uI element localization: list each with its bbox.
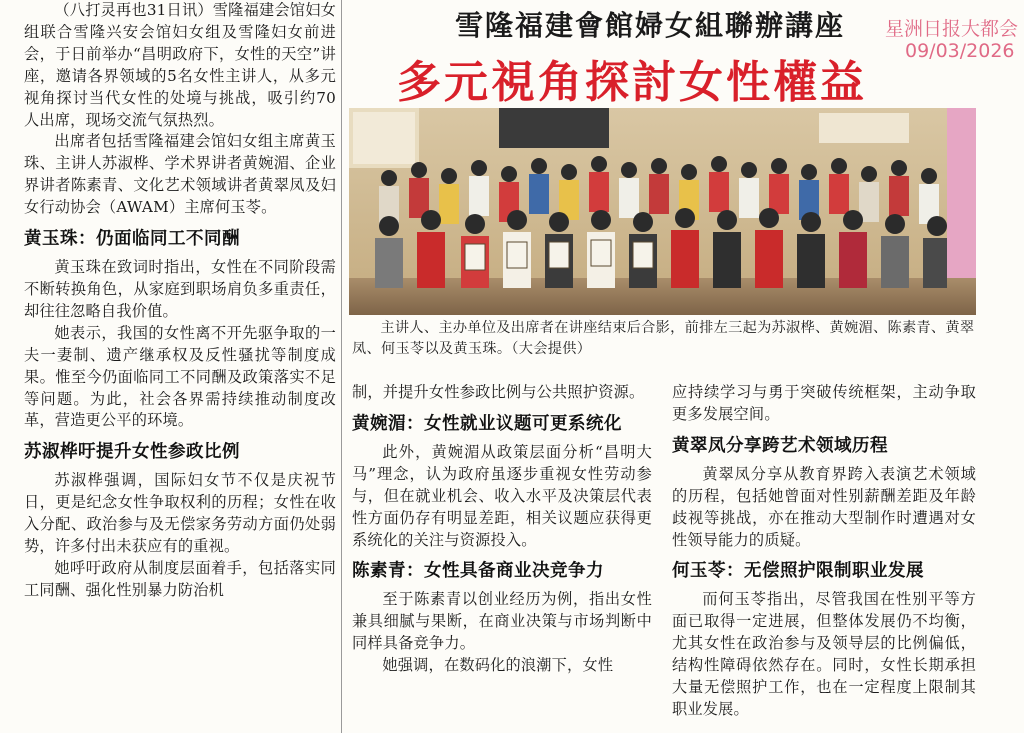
subheading: 黄玉珠：仍面临同工不同酬 <box>24 229 240 250</box>
source-watermark <box>885 18 1018 62</box>
column-2 <box>352 382 652 677</box>
source-name: 星洲日报大都会 <box>884 18 1018 40</box>
subheading: 黄翠凤分享跨艺术领域历程 <box>672 435 888 456</box>
group-photo <box>349 108 976 315</box>
paragraph: 她表示，我国的女性离不开先驱争取的一夫一妻制、遗产继承权及反性骚扰等制度成果。惟至今仍面临同工不同酬及政策落实不足等问题。为此，社会各界需持续推动制度改革，营造更公平的环境。 <box>24 323 336 430</box>
column-divider <box>341 0 342 733</box>
subheading: 黄婉湄：女性就业议题可更系统化 <box>352 413 622 434</box>
paragraph: 应持续学习与勇于突破传统框架，主动争取更多发展空间。 <box>672 383 976 423</box>
paragraph: 制，并提升女性参政比例与公共照护资源。 <box>352 383 645 401</box>
paragraph: （八打灵再也31日讯）雪隆福建会馆妇女组联合雪隆兴安会馆妇女组及雪隆妇女前进会，于日前举办“昌明政府下，女性的天空”讲座，邀请各界领域的5名女性主讲人，从多元视角探讨当代女性的处境与挑战，吸引约70人出席，现场交流气氛热烈。 <box>24 1 336 129</box>
subheading: 何玉苓：无偿照护限制职业发展 <box>672 561 924 582</box>
article-subheadline: 雪隆福建會館婦女組聯辦講座 <box>454 9 845 42</box>
paragraph: 她呼吁政府从制度层面着手，包括落实同工同酬、强化性别暴力防治机 <box>24 558 336 599</box>
paragraph: 出席者包括雪隆福建会馆妇女组主席黄玉珠、主讲人苏淑桦、学术界讲者黄婉湄、企业界讲者陈素青、文化艺术领域讲者黄翠凤及妇女行动协会（AWAM）主席何玉苓。 <box>24 132 336 217</box>
paragraph: 黄翠凤分享从教育界跨入表演艺术领域的历程，包括她曾面对性别薪酬差距及年龄歧视等挑战，亦在推动大型制作时遭遇对女性领导能力的质疑。 <box>672 464 976 549</box>
photo-caption <box>352 318 977 360</box>
column-3 <box>672 382 976 721</box>
column-1 <box>24 0 336 602</box>
paragraph: 她强调，在数码化的浪潮下，女性 <box>382 656 614 675</box>
paragraph: 黄玉珠在致词时指出，女性在不同阶段需不断转换角色，从家庭到职场肩负多重责任，却往往忽略自我价值。 <box>24 258 336 320</box>
source-date: 09/03/2026 <box>904 40 1015 62</box>
paragraph: 苏淑桦强调，国际妇女节不仅是庆祝节日，更是纪念女性争取权利的历程；女性在收入分配、政治参与及无偿家务劳动方面仍处弱势，许多付出未获应有的重视。 <box>24 471 336 556</box>
paragraph: 而何玉苓指出，尽管我国在性别平等方面已取得一定进展，但整体发展仍不均衡，尤其女性在政治参与及领导层的比例偏低，结构性障碍依然存在。同时，女性长期承担大量无偿照护工作，也在一定程度上限制其职业发展。 <box>672 590 976 718</box>
article-headline: 多元視角探討女性權益 <box>397 57 867 108</box>
subheading: 陈素青：女性具备商业决竞争力 <box>352 561 604 582</box>
subheading: 苏淑桦吁提升女性参政比例 <box>24 442 240 463</box>
group-photo-illustration <box>349 108 976 315</box>
paragraph: 此外，黄婉湄从政策层面分析“昌明大马”理念，认为政府虽逐步重视女性劳动参与，但在就业机会、收入水平及决策层代表性方面仍存有明显差距，相关议题应获得更系统化的关注与资源投入。 <box>352 442 652 549</box>
caption-text: 主讲人、主办单位及出席者在讲座结束后合影，前排左三起为苏淑桦、黄婉湄、陈素青、黄翠凤、何玉苓以及黄玉珠。（大会提供） <box>352 320 975 357</box>
paragraph: 至于陈素青以创业经历为例，指出女性兼具细腻与果断，在商业决策与市场判断中同样具备竞争力。 <box>352 590 652 653</box>
